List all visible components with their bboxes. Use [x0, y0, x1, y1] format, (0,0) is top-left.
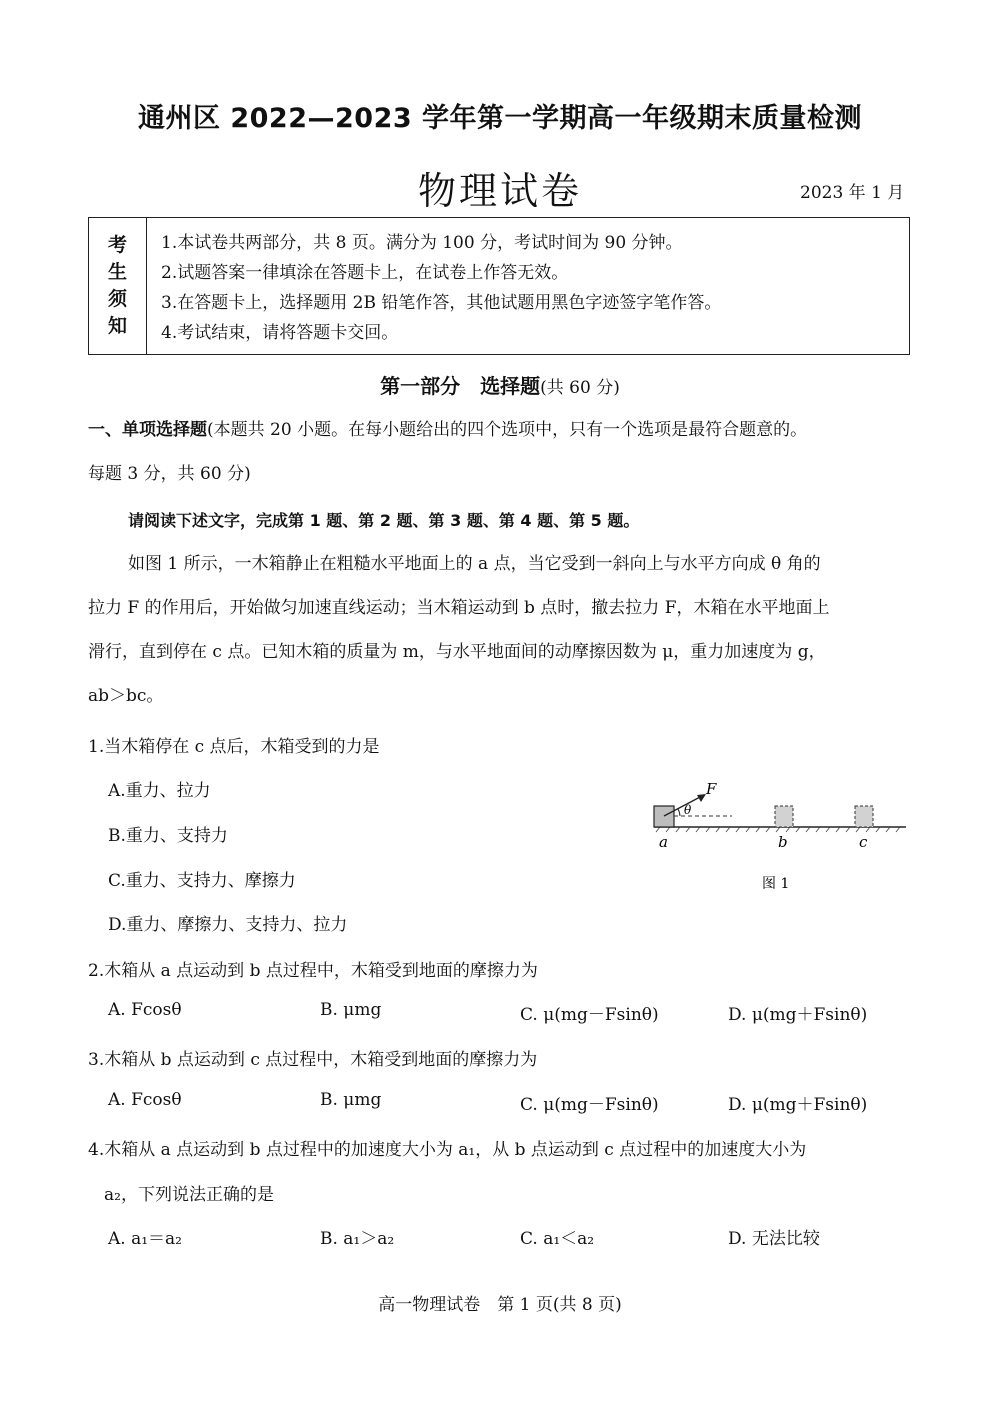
- passage-line: 滑行，直到停在 c 点。已知木箱的质量为 m，与水平地面间的动摩擦因数为 μ，重力加速度为 g，: [88, 642, 826, 662]
- box-at-b: [775, 806, 793, 827]
- label-a: a: [659, 833, 668, 851]
- passage-line: ab＞bc。: [88, 686, 164, 706]
- q2-option-b: B. μmg: [320, 1000, 382, 1020]
- angle-arc: [678, 809, 680, 816]
- q4-option-a: A. a₁＝a₂: [108, 1229, 182, 1249]
- q3-option-a: A. Fcosθ: [108, 1090, 182, 1110]
- q1-option-a: A.重力、拉力: [108, 781, 211, 801]
- exam-subtitle: 物理试卷: [417, 169, 582, 213]
- question-4-stem: 4.木箱从 a 点运动到 b 点过程中的加速度大小为 a₁，从 b 点运动到 c 点过程中的加速度大小为: [88, 1140, 807, 1160]
- box-at-a: [654, 806, 674, 827]
- label-c: c: [859, 833, 868, 851]
- reading-instruction: 请阅读下述文字，完成第 1 题、第 2 题、第 3 题、第 4 题、第 5 题。: [128, 511, 640, 530]
- q1-option-d: D.重力、摩擦力、支持力、拉力: [108, 915, 348, 935]
- question-1-stem: 1.当木箱停在 c 点后，木箱受到的力是: [88, 737, 380, 757]
- notice-heading-char: 须: [107, 288, 127, 310]
- part-title-text: 第一部分 选择题: [380, 374, 541, 398]
- notice-item: 2.试题答案一律填涂在答题卡上，在试卷上作答无效。: [161, 263, 569, 283]
- notice-heading-char: 考: [107, 234, 127, 256]
- notice-heading-char: 知: [107, 315, 127, 337]
- q3-option-d: D. μ(mg＋Fsinθ): [728, 1095, 868, 1115]
- section-description-cont: 每题 3 分，共 60 分): [88, 464, 251, 484]
- notice-box: [88, 217, 910, 355]
- exam-date: 2023 年 1 月: [800, 183, 905, 203]
- part-title: [0, 370, 1000, 399]
- q1-option-c: C.重力、支持力、摩擦力: [108, 871, 296, 891]
- section-description: (本题共 20 小题。在每小题给出的四个选项中，只有一个选项是最符合题意的。: [207, 420, 808, 440]
- notice-heading: [89, 218, 147, 354]
- label-b: b: [778, 833, 788, 851]
- question-3-stem: 3.木箱从 b 点运动到 c 点过程中，木箱受到地面的摩擦力为: [88, 1050, 538, 1070]
- label-theta: θ: [684, 803, 692, 817]
- question-4-stem-cont: a₂，下列说法正确的是: [104, 1185, 274, 1205]
- part-score: (共 60 分): [540, 378, 620, 398]
- q3-option-c: C. μ(mg－Fsinθ): [520, 1095, 659, 1115]
- notice-list: [161, 228, 721, 348]
- page-footer: 高一物理试卷 第 1 页(共 8 页): [378, 1295, 622, 1315]
- notice-heading-char: 生: [107, 261, 127, 283]
- notice-item: 4.考试结束，请将答题卡交回。: [161, 323, 399, 343]
- section-heading-label: 一、单项选择题: [88, 420, 207, 440]
- question-2-stem: 2.木箱从 a 点运动到 b 点过程中，木箱受到地面的摩擦力为: [88, 961, 538, 981]
- q2-option-a: A. Fcosθ: [108, 1000, 182, 1020]
- figure-1: [640, 772, 920, 897]
- label-F: F: [706, 780, 717, 798]
- q4-option-d: D. 无法比较: [728, 1229, 820, 1249]
- q2-option-d: D. μ(mg＋Fsinθ): [728, 1005, 868, 1025]
- section-heading: [88, 408, 918, 496]
- q2-option-c: C. μ(mg－Fsinθ): [520, 1005, 659, 1025]
- box-at-c: [855, 806, 873, 827]
- q4-option-c: C. a₁＜a₂: [520, 1229, 595, 1249]
- exam-title: 通州区 2022—2023 学年第一学期高一年级期末质量检测: [137, 103, 863, 134]
- notice-item: 3.在答题卡上，选择题用 2B 铅笔作答，其他试题用黑色字迹签字笔作答。: [161, 293, 722, 313]
- passage: [88, 542, 918, 718]
- figure-caption: 图 1: [762, 876, 790, 892]
- passage-line: 如图 1 所示，一木箱静止在粗糙水平地面上的 a 点，当它受到一斜向上与水平方向成 θ 角的: [128, 554, 821, 574]
- q1-option-b: B.重力、支持力: [108, 826, 228, 846]
- q3-option-b: B. μmg: [320, 1090, 382, 1110]
- q4-option-b: B. a₁＞a₂: [320, 1229, 395, 1249]
- notice-item: 1.本试卷共两部分，共 8 页。满分为 100 分，考试时间为 90 分钟。: [161, 233, 683, 253]
- passage-line: 拉力 F 的作用后，开始做匀加速直线运动；当木箱运动到 b 点时，撤去拉力 F，木箱在水平地面上: [88, 598, 830, 618]
